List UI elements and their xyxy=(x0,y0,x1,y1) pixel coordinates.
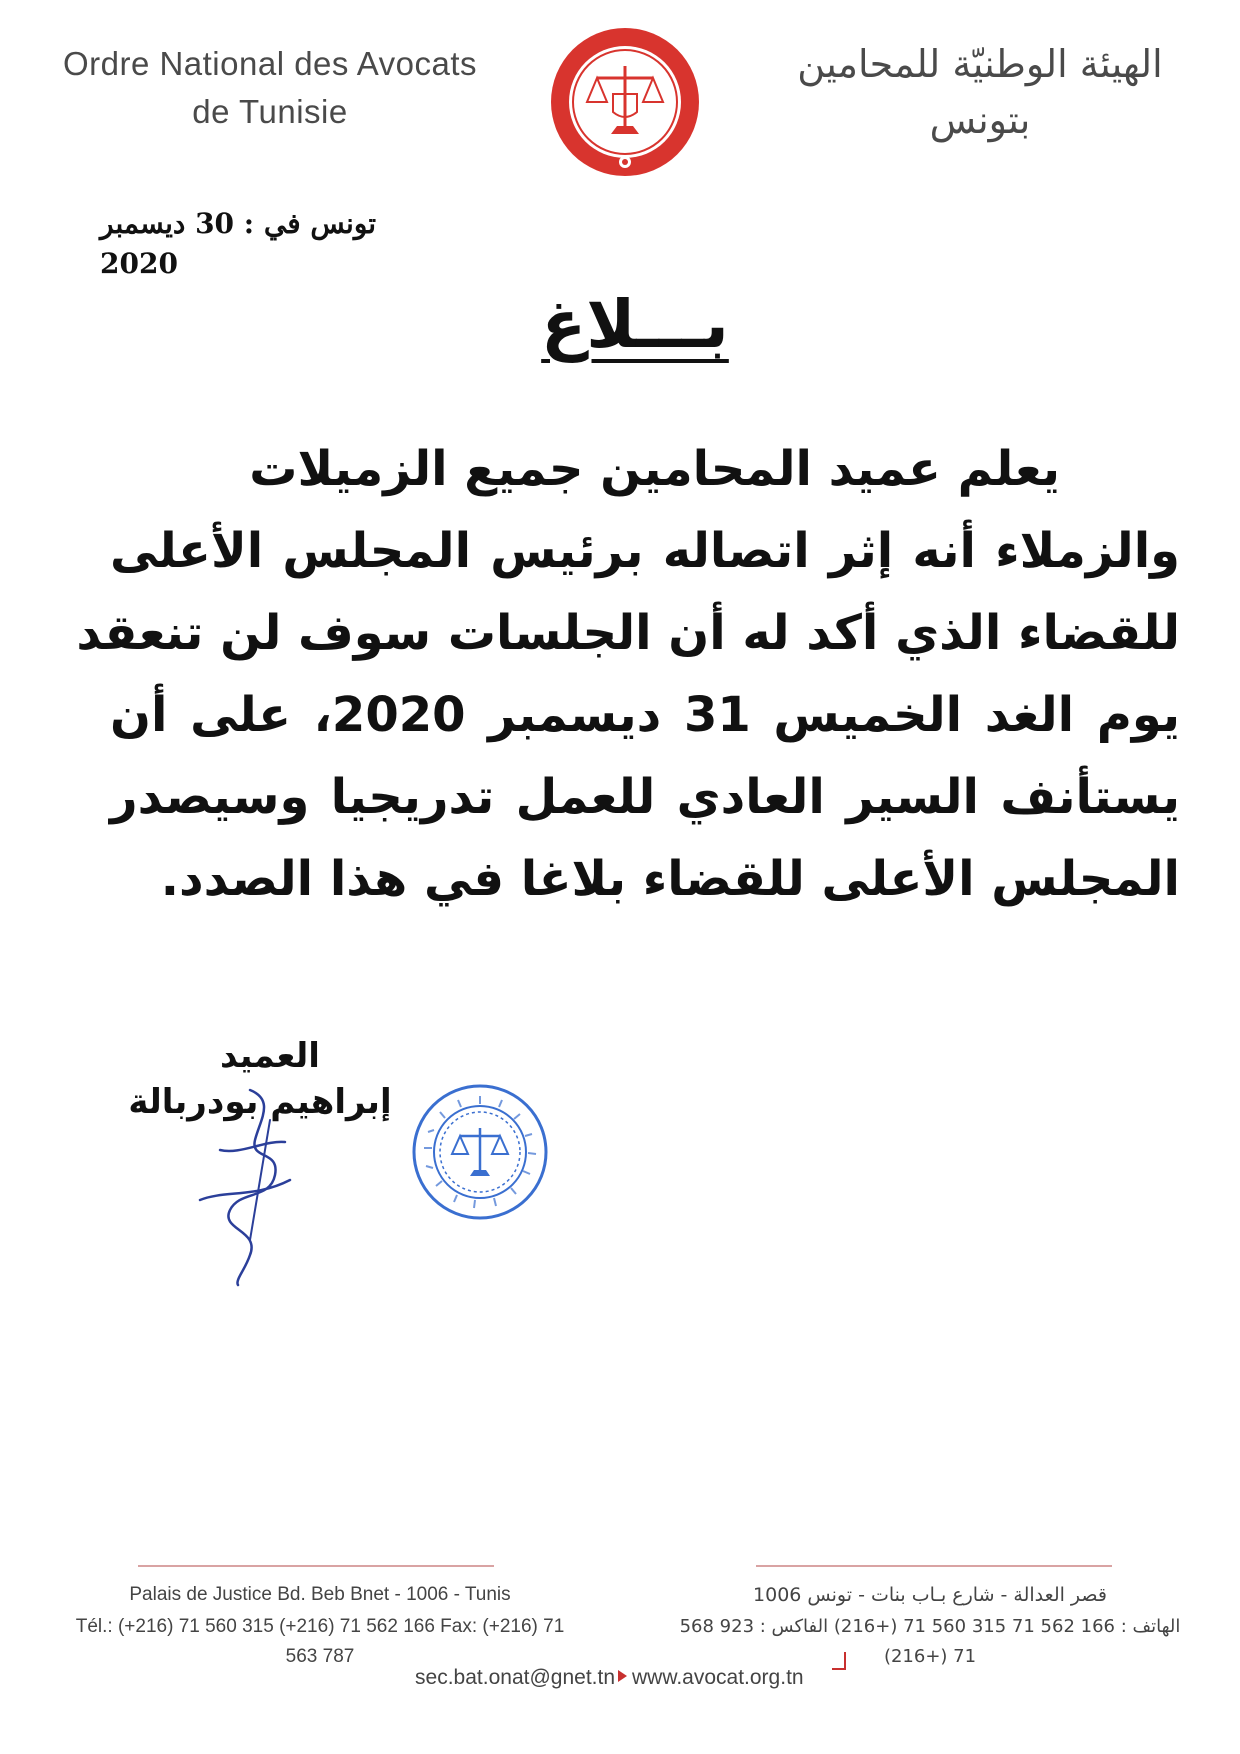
body-line-2: والزملاء أنه إثر اتصاله برئيس المجلس الأعلى xyxy=(110,523,1180,579)
body-line-6: المجلس الأعلى للقضاء بلاغا في هذا الصدد. xyxy=(160,851,1180,907)
order-logo-icon xyxy=(545,22,705,182)
org-name-arabic-line1: الهيئة الوطنيّة للمحامين xyxy=(797,42,1163,86)
org-name-arabic-line2: بتونس xyxy=(929,98,1031,142)
footer-phones-french: Tél.: (+216) 71 560 315 (+216) 71 562 166 Fax: (+216) 71 563 787 xyxy=(75,1616,565,1667)
body-line-3: للقضاء الذي أكد له أن الجلسات سوف لن تنعقد xyxy=(76,605,1180,661)
corner-mark-icon xyxy=(832,1652,846,1670)
official-stamp xyxy=(410,1082,550,1222)
org-name-french xyxy=(40,40,500,136)
handwritten-signature xyxy=(180,1080,340,1290)
signatory-name: إبراهيم بودربالة xyxy=(128,1082,392,1122)
footer-address-arabic: قصر العدالة - شارع بـاب بنات - تونس 1006 xyxy=(753,1584,1107,1606)
footer-rule-right xyxy=(756,1565,1112,1567)
org-name-arabic xyxy=(760,36,1200,148)
signatory-title: العميد xyxy=(220,1036,320,1076)
footer-phones-arabic: الهاتف : 166 562 71 315 560 71 (+216) الفاكس : 923 568 71 (+216) xyxy=(679,1616,1181,1667)
document-title: بـــلاغ xyxy=(541,286,729,363)
footer-address-french: Palais de Justice Bd. Beb Bnet - 1006 - Tunis xyxy=(129,1584,511,1605)
signature-icon xyxy=(180,1080,340,1290)
body-line-1: يعلم عميد المحامين جميع الزميلات xyxy=(249,441,1060,497)
org-name-french-line2: de Tunisie xyxy=(192,93,348,130)
org-name-french-line1: Ordre National des Avocats xyxy=(62,45,478,82)
arrow-right-icon xyxy=(618,1670,627,1682)
order-logo xyxy=(545,22,705,182)
stamp-icon xyxy=(410,1082,550,1222)
footer-website-link[interactable]: www.avocat.org.tn xyxy=(632,1666,804,1689)
footer-email-link[interactable]: sec.bat.onat@gnet.tn xyxy=(415,1666,615,1689)
body-line-4: يوم الغد الخميس 31 ديسمبر 2020، على أن xyxy=(110,687,1181,743)
document-date: تونس في : 30 ديسمبر 2020 xyxy=(100,207,377,280)
footer-rule-left xyxy=(138,1565,494,1567)
body-line-5: يستأنف السير العادي للعمل تدريجيا وسيصدر xyxy=(110,769,1180,825)
announcement-body xyxy=(76,428,1181,920)
